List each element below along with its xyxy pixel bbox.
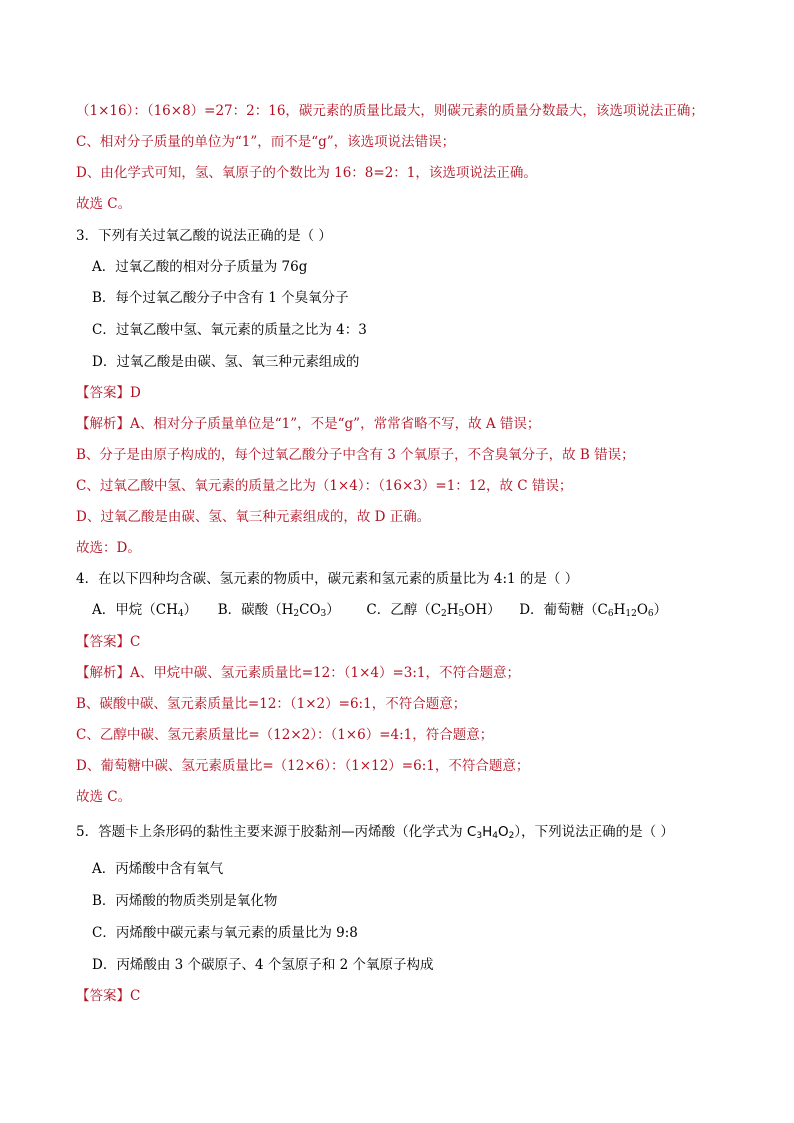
question-3-option-a: A．过氧乙酸的相对分子质量为 76g xyxy=(92,259,308,275)
text-line-3: D、由化学式可知，氢、氧原子的个数比为 16：8=2：1，该选项说法正确。 xyxy=(76,165,537,181)
acrylic-acid-formula: $C_3H_4O_2$ xyxy=(466,824,515,841)
question-4-option-a: A．甲烷$(CH_4)$ xyxy=(92,602,198,619)
question-3-option-c: C．过氧乙酸中氢、氧元素的质量之比为 4：3 xyxy=(92,322,367,338)
question-5-option-a: A．丙烯酸中含有氧气 xyxy=(92,861,224,877)
question-3-option-b: B．每个过氧乙酸分子中含有 1 个臭氧分子 xyxy=(92,290,349,306)
question-3-answer: 【答案】D xyxy=(76,385,141,401)
question-3-analysis-b: B、分子是由原子构成的，每个过氧乙酸分子中含有 3 个氧原子，不含臭氧分子，故 B 错误； xyxy=(76,447,635,463)
question-4-stem: 4．在以下四种均含碳、氢元素的物质中，碳元素和氢元素的质量比为 4:1 的是（ ） xyxy=(76,571,579,587)
question-4-options xyxy=(92,601,667,619)
question-5-option-b: B．丙烯酸的物质类别是氧化物 xyxy=(92,893,278,909)
question-3-stem: 3．下列有关过氧乙酸的说法正确的是（ ） xyxy=(76,228,332,244)
question-5-option-c: C．丙烯酸中碳元素与氧元素的质量比为 9:8 xyxy=(92,925,358,941)
question-4-conclusion: 故选 C。 xyxy=(76,789,132,805)
question-5-stem: 5．答题卡上条形码的黏性主要来源于胶黏剂—丙烯酸（化学式为 $C_3H_4O_2$），下列说法正确的是（ ） xyxy=(76,824,674,841)
question-5-option-d: D．丙烯酸由 3 个碳原子、4 个氢原子和 2 个氧原子构成 xyxy=(92,957,434,973)
question-4-option-b: B．碳酸$(H_2CO_3)$ xyxy=(217,602,340,619)
question-3-analysis-d: D、过氧乙酸是由碳、氢、氧三种元素组成的，故 D 正确。 xyxy=(76,509,431,525)
question-4-option-c: C．乙醇$(C_2H_5OH)$ xyxy=(366,602,501,619)
question-4-analysis-b: B、碳酸中碳、氢元素质量比=12：（1×2）=6:1，不符合题意； xyxy=(76,696,467,712)
question-3-analysis-c: C、过氧乙酸中氢、氧元素的质量之比为（1×4）：（16×3）=1：12，故 C 错误； xyxy=(76,478,573,494)
question-5-answer: 【答案】C xyxy=(76,988,141,1004)
text-line-4: 故选 C。 xyxy=(76,196,132,212)
question-3-conclusion: 故选：D。 xyxy=(76,540,141,556)
question-4-answer: 【答案】C xyxy=(76,634,141,650)
text-line-2: C、相对分子质量的单位为“1”，而不是“g”，该选项说法错误； xyxy=(76,134,456,150)
text-line-1: （1×16）：（16×8）=27：2：16，碳元素的质量比最大，则碳元素的质量分数最大，该选项说法正确； xyxy=(76,103,704,119)
question-3-option-d: D．过氧乙酸是由碳、氢、氧三种元素组成的 xyxy=(92,354,360,370)
question-4-analysis-d: D、葡萄糖中碳、氢元素质量比=（12×6）：（1×12）=6:1，不符合题意； xyxy=(76,758,530,774)
question-3-analysis-a: 【解析】A、相对分子质量单位是“1”，不是“g”，常常省略不写，故 A 错误； xyxy=(76,416,541,432)
question-4-option-d: D．葡萄糖$(C_6H_{12}O_6)$ xyxy=(519,602,668,619)
question-4-analysis-c: C、乙醇中碳、氢元素质量比=（12×2）：（1×6）=4:1，符合题意； xyxy=(76,727,494,743)
question-4-analysis-a: 【解析】A、甲烷中碳、氢元素质量比=12：（1×4）=3:1，不符合题意； xyxy=(76,665,521,681)
